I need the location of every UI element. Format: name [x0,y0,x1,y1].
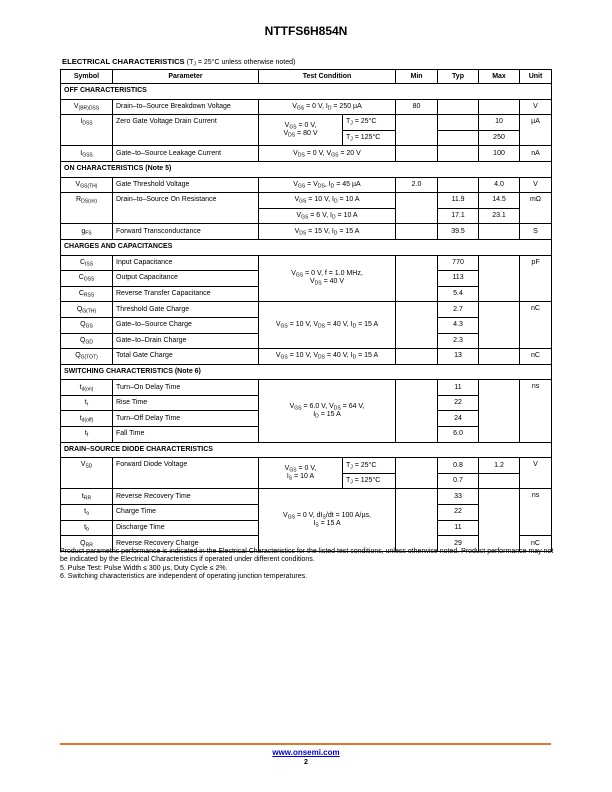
footnote-6: 6. Switching characteristics are independent of operating junction temperatures. [60,572,308,580]
min-cell: 80 [396,99,438,115]
min-cell [396,349,438,365]
table-row [61,193,552,209]
section-row [61,239,552,255]
table-header-row [61,70,552,84]
parameter-cell: Rise Time [113,395,259,411]
footnote-main: Product parametric performance is indicated in the Electrical Characteristics for the listed test conditions, unless otherwise noted. Product performance may not be indicated by the Electrical Characteristics if operated under different conditions. [60,548,554,564]
symbol-cell: $R_{DS(on)}$ [61,193,113,224]
symbol-cell: $Q_{GS}$ [61,317,113,333]
symbol-cell: $t_r$ [61,395,113,411]
parameter-cell: Turn–On Delay Time [113,380,259,396]
typ-cell [438,99,479,115]
page-number: 2 [304,759,308,766]
unit-cell: nC [520,302,552,349]
temp-cell: $T_J = 25^\circ C$ [343,458,396,474]
col-max: Max [479,70,520,84]
max-cell: 100 [479,146,520,162]
unit-cell: pF [520,255,552,302]
condition-cell: $V_{GS} = 10$ V, $V_{DS} = 40$ V, $I_D = 15$ A [259,349,396,365]
condition-cell: $V_{GS} = 0$ V, $I_D = 250$ µA [259,99,396,115]
symbol-cell: $Q_{G(TH)}$ [61,302,113,318]
typ-cell: 22 [438,395,479,411]
typ-cell: 11 [438,520,479,536]
parameter-cell: Threshold Gate Charge [113,302,259,318]
col-test-condition: Test Condition [259,70,396,84]
min-cell [396,380,438,442]
section-row [61,442,552,458]
symbol-cell: $C_{RSS}$ [61,286,113,302]
table-row [61,224,552,240]
parameter-cell: Discharge Time [113,520,259,536]
unit-cell: V [520,99,552,115]
condition-cell: $V_{GS} = V_{DS}$, $I_D = 45$ µA [259,177,396,193]
symbol-cell: $t_{d(on)}$ [61,380,113,396]
typ-cell: 24 [438,411,479,427]
condition-cell: $V_{GS} = 6.0$ V, $V_{DS} = 64$ V, $I_D = 15$ A [259,380,396,442]
symbol-cell: $t_b$ [61,520,113,536]
typ-cell: 4.3 [438,317,479,333]
parameter-cell: Gate–to–Source Leakage Current [113,146,259,162]
table-row [61,177,552,193]
symbol-cell: $I_{GSS}$ [61,146,113,162]
typ-cell: 0.7 [438,473,479,489]
typ-cell: 39.5 [438,224,479,240]
typ-cell [438,115,479,131]
max-cell: 23.1 [479,208,520,224]
condition-cell: $V_{GS} = 0$ V, $V_{DS} = 80$ V [259,115,343,146]
max-cell [479,99,520,115]
table-title-condition: ($T_J = 25^\circ C$ unless otherwise noted) [186,59,296,68]
max-cell: 10 [479,115,520,131]
condition-cell: $V_{GS} = 0$ V, $I_S = 10$ A [259,458,343,489]
parameter-cell: Zero Gate Voltage Drain Current [113,115,259,146]
table-title-main: ELECTRICAL CHARACTERISTICS [62,57,185,66]
unit-cell: V [520,177,552,193]
max-cell [479,255,520,302]
min-cell [396,193,438,224]
unit-cell: mΩ [520,193,552,224]
table-title [62,57,295,66]
parameter-cell: Reverse Recovery Time [113,489,259,505]
website-link[interactable]: www.onsemi.com [272,748,340,757]
parameter-cell: Input Capacitance [113,255,259,271]
min-cell [396,302,438,349]
table-row [61,458,552,474]
table-row [61,99,552,115]
parameter-cell: Gate Threshold Voltage [113,177,259,193]
condition-cell: $V_{GS} = 10$ V, $V_{DS} = 40$ V, $I_D = 15$ A [259,302,396,349]
table-row [61,489,552,505]
unit-cell: ns [520,380,552,442]
typ-cell: 2.3 [438,333,479,349]
table-row [61,115,552,131]
parameter-cell: Gate–to–Source Charge [113,317,259,333]
max-cell [479,380,520,442]
typ-cell: 11 [438,380,479,396]
max-cell [479,224,520,240]
temp-cell: $T_J = 125^\circ C$ [343,473,396,489]
max-cell [479,302,520,349]
typ-cell [438,130,479,146]
parameter-cell: Turn–Off Delay Time [113,411,259,427]
condition-cell: $V_{GS} = 6$ V, $I_D = 10$ A [259,208,396,224]
symbol-cell: $g_{FS}$ [61,224,113,240]
symbol-cell: $I_{DSS}$ [61,115,113,146]
parameter-cell: Fall Time [113,427,259,443]
condition-cell: $V_{GS} = 0$ V, $dI_S/dt = 100$ A/µs, $I_S = 15$ A [259,489,396,551]
unit-cell: S [520,224,552,240]
table-row [61,146,552,162]
min-cell [396,146,438,162]
symbol-cell: $V_{GS(TH)}$ [61,177,113,193]
max-cell [479,489,520,551]
typ-cell [438,177,479,193]
typ-cell: 5.4 [438,286,479,302]
typ-cell: 29 [438,536,479,552]
section-diode: DRAIN–SOURCE DIODE CHARACTERISTICS [61,442,552,458]
part-number: NTTFS6H854N [264,24,348,38]
symbol-cell: $Q_{G(TOT)}$ [61,349,113,365]
max-cell: 1.2 [479,458,520,474]
symbol-cell: $C_{ISS}$ [61,255,113,271]
parameter-cell: Charge Time [113,505,259,521]
unit-cell: µA [520,115,552,146]
col-unit: Unit [520,70,552,84]
footnote-5: 5. Pulse Test: Pulse Width ≤ 300 µs, Duty Cycle ≤ 2%. [60,564,228,572]
footer-divider [60,743,551,745]
table-row [61,349,552,365]
section-on: ON CHARACTERISTICS (Note 5) [61,161,552,177]
parameter-cell: Drain–to–Source On Resistance [113,193,259,224]
footnotes [60,548,554,581]
symbol-cell: $t_f$ [61,427,113,443]
max-cell: 4.0 [479,177,520,193]
parameter-cell: Total Gate Charge [113,349,259,365]
min-cell [396,255,438,302]
typ-cell: 6.0 [438,427,479,443]
col-symbol: Symbol [61,70,113,84]
symbol-cell: $t_{RR}$ [61,489,113,505]
section-off: OFF CHARACTERISTICS [61,84,552,100]
parameter-cell: Reverse Transfer Capacitance [113,286,259,302]
condition-cell: $V_{DS} = 15$ V, $I_D = 15$ A [259,224,396,240]
max-cell [479,349,520,365]
unit-cell: nC [520,536,552,552]
temp-cell: $T_J = 125^\circ C$ [343,130,396,146]
typ-cell: 17.1 [438,208,479,224]
parameter-cell: Output Capacitance [113,271,259,287]
max-cell: 250 [479,130,520,146]
unit-cell: ns [520,489,552,536]
typ-cell: 2.7 [438,302,479,318]
col-parameter: Parameter [113,70,259,84]
parameter-cell: Reverse Recovery Charge [113,536,259,552]
condition-cell: $V_{GS} = 0$ V, f = 1.0 MHz, $V_{DS} = 40$ V [259,255,396,302]
condition-cell: $V_{DS} = 0$ V, $V_{GS} = 20$ V [259,146,396,162]
min-cell [396,115,438,146]
symbol-cell: $Q_{GD}$ [61,333,113,349]
max-cell [479,473,520,489]
typ-cell: 0.8 [438,458,479,474]
symbol-cell: $t_{d(off)}$ [61,411,113,427]
unit-cell: nA [520,146,552,162]
min-cell [396,489,438,551]
col-typ: Typ [438,70,479,84]
symbol-cell: $C_{OSS}$ [61,271,113,287]
symbol-cell: $V_{(BR)DSS}$ [61,99,113,115]
condition-cell: $V_{GS} = 10$ V, $I_D = 10$ A [259,193,396,209]
parameter-cell: Forward Diode Voltage [113,458,259,489]
typ-cell [438,146,479,162]
typ-cell: 11.9 [438,193,479,209]
temp-cell: $T_J = 25^\circ C$ [343,115,396,131]
section-row [61,364,552,380]
max-cell: 14.5 [479,193,520,209]
parameter-cell: Gate–to–Drain Charge [113,333,259,349]
parameter-cell: Forward Transconductance [113,224,259,240]
electrical-characteristics-table [60,69,552,552]
section-row [61,161,552,177]
unit-cell: nC [520,349,552,365]
min-cell [396,224,438,240]
typ-cell: 770 [438,255,479,271]
typ-cell: 33 [438,489,479,505]
symbol-cell: $Q_{RR}$ [61,536,113,552]
col-min: Min [396,70,438,84]
section-switching: SWITCHING CHARACTERISTICS (Note 6) [61,364,552,380]
unit-cell: V [520,458,552,489]
table-row [61,380,552,396]
min-cell [396,458,438,489]
typ-cell: 13 [438,349,479,365]
section-row [61,84,552,100]
typ-cell: 113 [438,271,479,287]
symbol-cell: $t_a$ [61,505,113,521]
symbol-cell: $V_{SD}$ [61,458,113,489]
table-row [61,255,552,271]
min-cell: 2.0 [396,177,438,193]
parameter-cell: Drain–to–Source Breakdown Voltage [113,99,259,115]
typ-cell: 22 [438,505,479,521]
table-row [61,302,552,318]
section-charges: CHARGES AND CAPACITANCES [61,239,552,255]
